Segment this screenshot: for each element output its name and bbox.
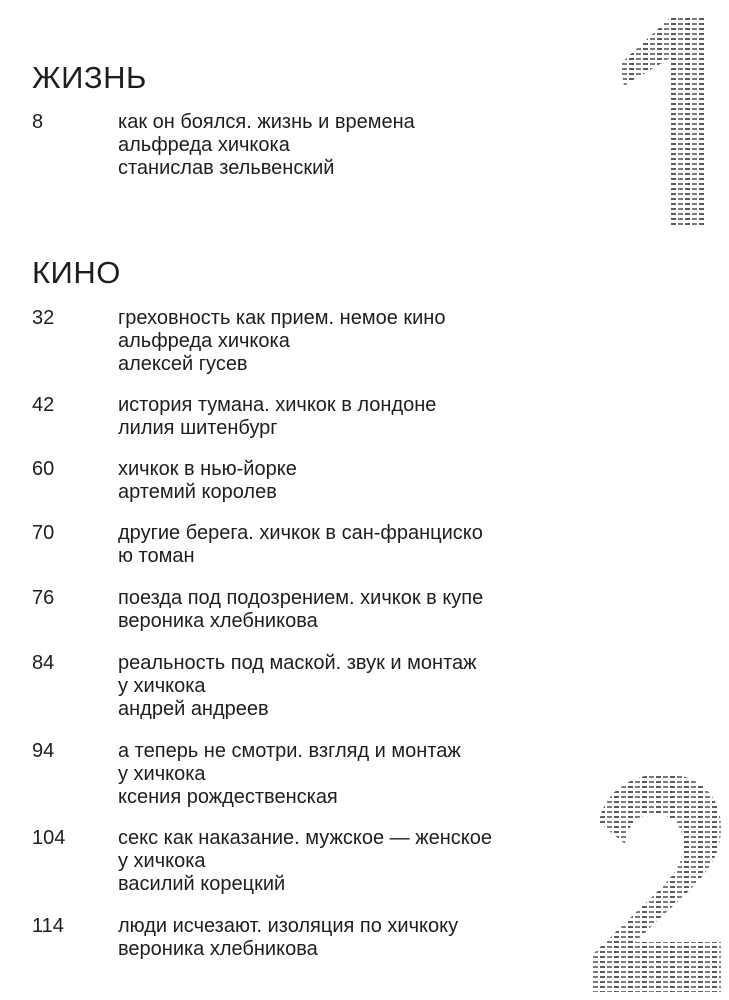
page-number: 42	[32, 394, 55, 416]
entry-title-line: история тумана. хичкок в лондоне	[118, 394, 437, 416]
entry-title-line: как он боялся. жизнь и времена	[118, 111, 415, 133]
numeral-one-graphic	[600, 12, 725, 242]
entry-title-line: альфреда хичкока	[118, 134, 290, 156]
page-number: 70	[32, 522, 55, 544]
page-number: 104	[32, 827, 66, 849]
entry-author: станислав зельвенский	[118, 157, 335, 179]
section-numeral-two	[585, 770, 725, 995]
entry-title-line: люди исчезают. изоляция по хичкоку	[118, 915, 459, 937]
page-number: 84	[32, 652, 55, 674]
entry-title-line: секс как наказание. мужское — женское	[118, 827, 492, 849]
entry-author: андрей андреев	[118, 698, 269, 720]
entry-author: вероника хлебникова	[118, 938, 318, 960]
entry-title-line: у хичкока	[118, 763, 206, 785]
entry-text	[118, 522, 598, 568]
section-title: КИНО	[32, 255, 121, 290]
entry-title-line: другие берега. хичкок в сан-франциско	[118, 522, 483, 544]
entry-title-line: поезда под подозрением. хичкок в купе	[118, 587, 484, 609]
entry-title-line: реальность под маской. звук и монтаж	[118, 652, 477, 674]
page-number: 8	[32, 111, 44, 133]
entry-author: лилия шитенбург	[118, 417, 278, 439]
entry-author: артемий королев	[118, 481, 277, 503]
entry-title-line: греховность как прием. немое кино	[118, 307, 446, 329]
entry-author: вероника хлебникова	[118, 610, 318, 632]
entry-text	[118, 111, 598, 180]
page-number: 94	[32, 740, 55, 762]
section-title: ЖИЗНЬ	[32, 60, 147, 95]
page-number: 76	[32, 587, 55, 609]
entry-text	[118, 587, 598, 633]
entry-title-line: хичкок в нью-йорке	[118, 458, 297, 480]
page-number: 32	[32, 307, 55, 329]
section-numeral-one	[600, 12, 725, 242]
entry-author: василий корецкий	[118, 873, 286, 895]
entry-text	[118, 652, 598, 721]
entry-text	[118, 915, 598, 961]
entry-text	[118, 394, 598, 440]
entry-text	[118, 458, 598, 504]
entry-text	[118, 740, 598, 809]
entry-title-line: а теперь не смотри. взгляд и монтаж	[118, 740, 461, 762]
numeral-two-graphic	[585, 770, 725, 995]
entry-text	[118, 307, 598, 376]
entry-title-line: у хичкока	[118, 850, 206, 872]
entry-author: ю томан	[118, 545, 195, 567]
entry-author: ксения рождественская	[118, 786, 338, 808]
entry-author: алексей гусев	[118, 353, 248, 375]
entry-title-line: альфреда хичкока	[118, 330, 290, 352]
page-number: 60	[32, 458, 55, 480]
entry-text	[118, 827, 598, 896]
entry-title-line: у хичкока	[118, 675, 206, 697]
page-number: 114	[32, 915, 64, 937]
